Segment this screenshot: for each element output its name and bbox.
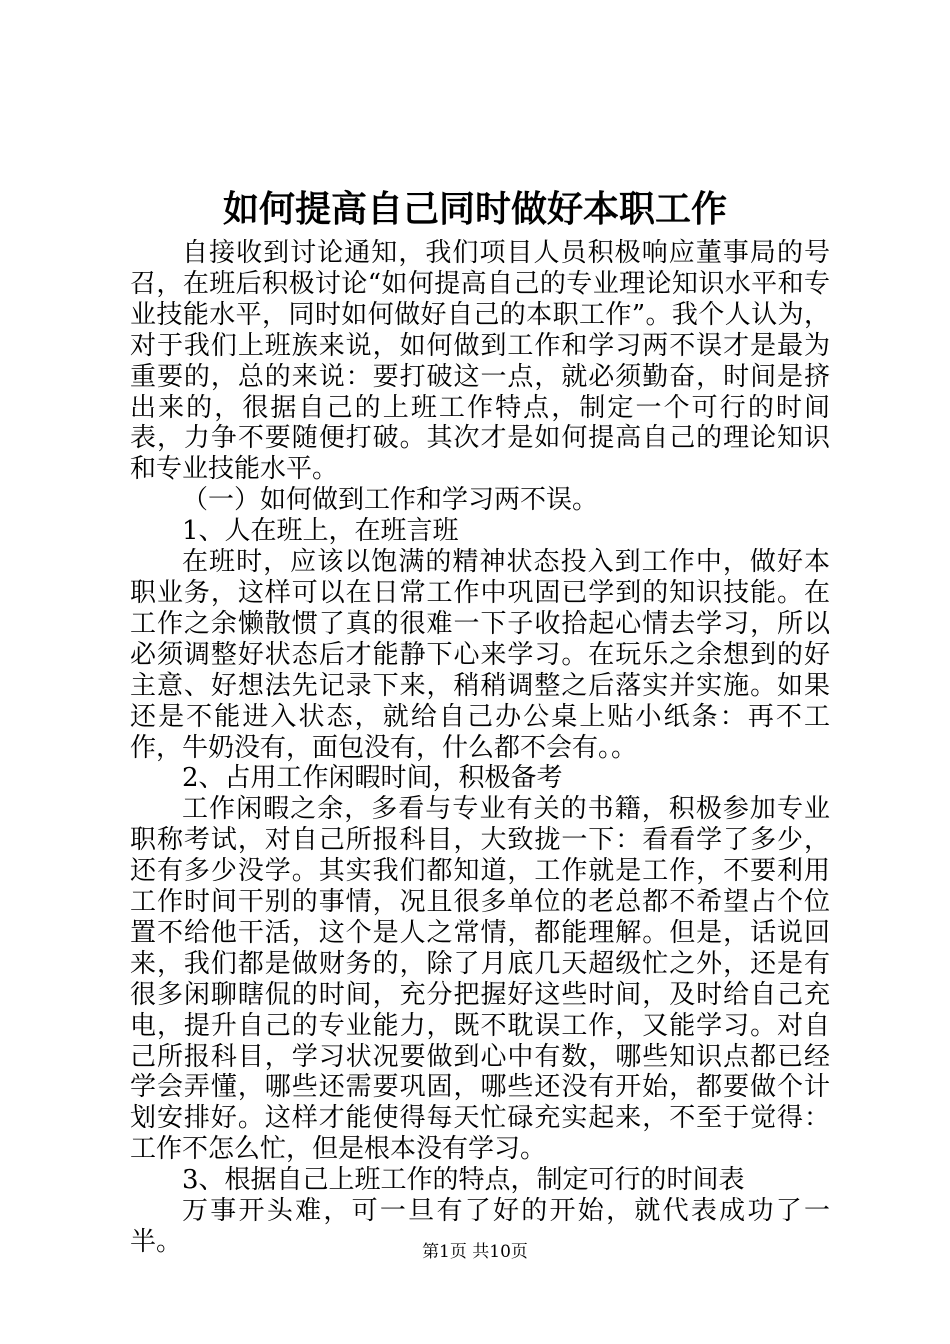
body-paragraph-3: 万事开头难，可一旦有了好的开始，就代表成功了一半。 bbox=[130, 1196, 830, 1257]
subheading-2: 2、占用工作闲暇时间，积极备考 bbox=[182, 763, 563, 794]
document-body bbox=[130, 238, 830, 1258]
body-paragraph-2: 工作闲暇之余，多看与专业有关的书籍，积极参加专业职称考试，对自己所报科目，大致拢一下：看看学了多少，还有多少没学。其实我们都知道，工作就是工作，不要利用工作时间干别的事情，况且很多单位的老总都不希望占个位置不给他干活，这个是人之常情，都能理解。但是，话说回来，我们都是做财务的，除了月底几天超级忙之外，还是有很多闲聊瞎侃的时间，充分把握好这些时间，及时给自己充电，提升自己的专业能力，既不耽误工作，又能学习。对自己所报科目，学习状况要做到心中有数，哪些知识点都已经学会弄懂，哪些还需要巩固，哪些还没有开始，都要做个计划安排好。这样才能使得每天忙碌充实起来，不至于觉得：工作不怎么忙，但是根本没有学习。 bbox=[130, 794, 830, 1165]
subheading-3: 3、根据自己上班工作的特点，制定可行的时间表 bbox=[182, 1165, 745, 1196]
section-heading-1: （一）如何做到工作和学习两不误。 bbox=[182, 485, 599, 516]
page-footer: 第1页 共10页 bbox=[422, 1242, 528, 1262]
subheading-1: 1、人在班上，在班言班 bbox=[182, 516, 459, 547]
intro-paragraph: 自接收到讨论通知，我们项目人员积极响应董事局的号召，在班后积极讨论“如何提高自己的专业理论知识水平和专业技能水平，同时如何做好自己的本职工作”。我个人认为，对于我们上班族来说，如何做到工作和学习两不误才是最为重要的，总的来说：要打破这一点，就必须勤奋，时间是挤出来的，很据自己的上班工作特点，制定一个可行的时间表，力争不要随便打破。其次才是如何提高自己的理论知识和专业技能水平。 bbox=[130, 238, 830, 485]
document-title: 如何提高自己同时做好本职工作 bbox=[222, 188, 727, 230]
body-paragraph-1: 在班时，应该以饱满的精神状态投入到工作中，做好本职业务，这样可以在日常工作中巩固已学到的知识技能。在工作之余懒散惯了真的很难一下子收拾起心情去学习，所以必须调整好状态后才能静下心来学习。在玩乐之余想到的好主意、好想法先记录下来，稍稍调整之后落实并实施。如果还是不能进入状态，就给自己办公桌上贴小纸条：再不工作，牛奶没有，面包没有，什么都不会有。。 bbox=[130, 547, 830, 763]
